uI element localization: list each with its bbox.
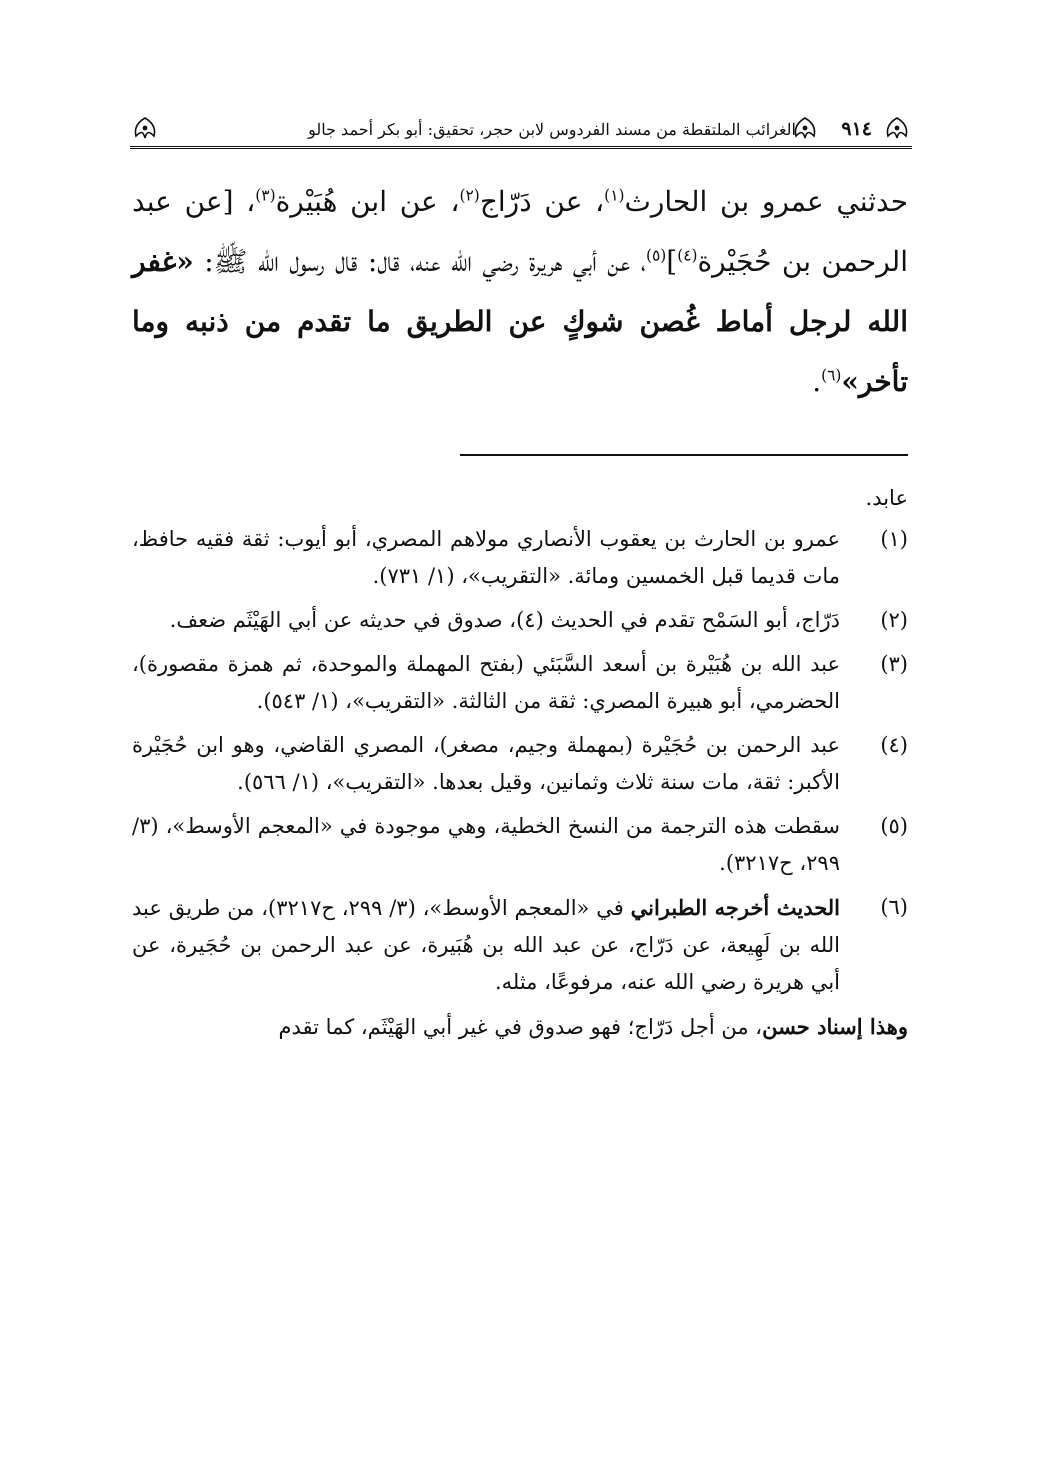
footnote-number: (١) [880,527,908,551]
footnote-text: سقطت هذه الترجمة من النسخ الخطية، وهي موجودة في «المعجم الأوسط»، (٣/ ٢٩٩، ح٣٢١٧). [132,814,840,875]
footnote-number: (٤) [880,733,908,757]
footnote-ref: (٥) [645,246,667,265]
footnote-body: في «المعجم الأوسط»، (٣/ ٢٩٩، ح٣٢١٧)، من طريق عبد الله بن لَهِيعة، عن دَرّاج، عن عبد الله بن هُبَيرة، عن عبد الرحمن بن حُجَيرة، عن أبي هريرة رضي الله عنه، مرفوعًا، مثله. [132,896,840,994]
footnote-ref: (٤) [677,246,698,265]
footnote-paragraph [132,1008,908,1046]
footnote-number: (٥) [880,814,908,838]
header-rule [130,146,912,149]
footnote [132,889,908,1001]
footnote-separator [460,454,908,456]
footnote [132,646,908,720]
footnotes [132,480,908,1046]
footnote-text [132,896,840,994]
footnote-body: ، من أجل دَرّاج؛ فهو صدوق في غير أبي الهَيْثَم، كما تقدم [278,1015,763,1039]
footnote-text: دَرّاج، أبو السَمْح تقدم في الحديث (٤)، صدوق في حديثه عن أبي الهَيْثَم ضعف. [169,608,840,632]
footnote-number: (٣) [880,652,908,676]
ornament-icon [882,116,912,142]
footnote [132,602,908,639]
text-run: ، [عن عبد الرحمن بن حُجَيْرة [132,185,908,278]
text-run: ، عن أبي هريرة رضي الله عنه، قال: قال رسول الله ﷺ: [193,245,646,278]
footnote [132,727,908,801]
footnote-text: عبد الله بن هُبَيْرة بن أسعد السَّبَئي (بفتح المهملة والموحدة، ثم همزة مقصورة)، الحضرمي، أبو هبيرة المصري: ثقة من الثالثة. «التقريب»، (١/ ٥٤٣). [132,652,840,713]
footnote-text: عبد الرحمن بن حُجَيْرة (بمهملة وجيم، مصغر)، المصري القاضي، وهو ابن حُجَيْرة الأكبر: ثقة، مات سنة ثلاث وثمانين، وقيل بعدها. «التقريب»، (١/ ٥٦٦). [132,733,840,794]
text-run: ، عن دَرّاج [479,185,605,218]
text-run: ، عن ابن هُبَيْرة [275,185,460,218]
text-run: ] [666,245,678,278]
footnote [132,808,908,882]
footnote-number: (٦) [880,895,908,919]
footnote-number: (٢) [880,608,908,632]
footnote-ref: (١) [604,186,625,205]
running-header [130,112,912,156]
footnote-ref: (٦) [821,366,842,385]
hadith-text: «غفر الله لرجل أماط غُصن شوكٍ عن الطريق ما تقدم من ذنبه وما تأخر» [132,245,908,398]
text-run: . [812,365,822,398]
footnote-bold: وهذا إسناد حسن [762,1014,908,1039]
footnote [132,521,908,595]
footnote-bold: الحديث أخرجه الطبراني [630,895,840,920]
page-number: ٩١٤ [841,118,872,140]
footnote-continuation: عابد. [865,486,908,510]
text-run: حدثني عمرو بن الحارث [624,185,909,218]
footnote-text: عمرو بن الحارث بن يعقوب الأنصاري مولاهم المصري، أبو أيوب: ثقة فقيه حافظ، مات قديما قبل الخمسين ومائة. «التقريب»، (١/ ٧٣١). [132,527,840,588]
footnote-ref: (٣) [255,186,276,205]
ornament-icon [130,116,160,142]
book-title: الغرائب الملتقطة من مسند الفردوس لابن حجر، تحقيق: أبو بكر أحمد جالو [308,120,796,139]
footnote-ref: (٢) [459,186,480,205]
main-text [132,172,908,412]
